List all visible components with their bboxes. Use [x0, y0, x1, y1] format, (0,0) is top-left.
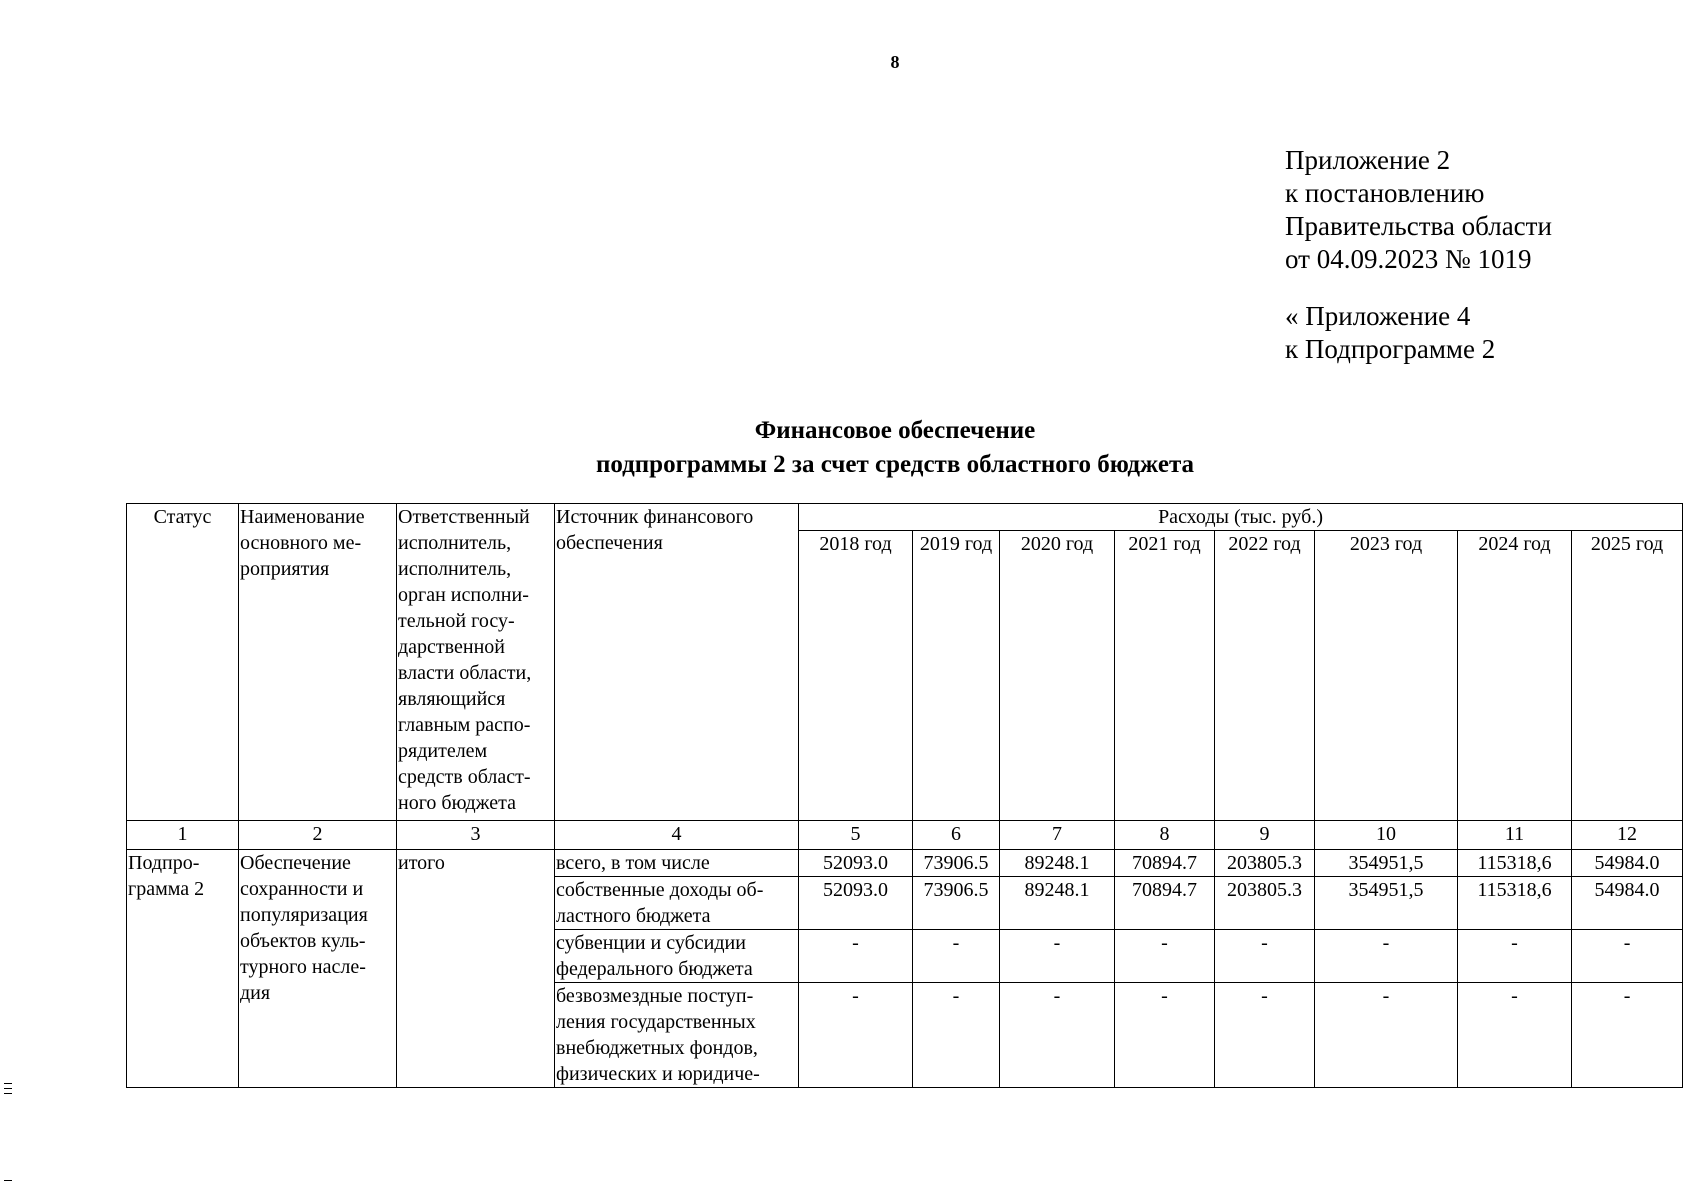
- header-year: 2019 год: [913, 531, 1000, 821]
- column-number: 10: [1315, 821, 1458, 850]
- value-cell: 54984.0: [1572, 850, 1683, 877]
- value-cell: 52093.0: [799, 877, 913, 930]
- column-number: 1: [127, 821, 239, 850]
- value-cell: -: [1458, 983, 1572, 1088]
- column-number: 6: [913, 821, 1000, 850]
- document-title-line2: подпрограммы 2 за счет средств областного бюджета: [595, 451, 1195, 478]
- value-cell: 54984.0: [1572, 877, 1683, 930]
- value-cell: 70894.7: [1115, 850, 1215, 877]
- responsible-cell: итого: [397, 850, 555, 1088]
- activity-name-cell: Обеспечение сохранности и популяризация объектов куль-турного насле-дия: [239, 850, 397, 1088]
- margin-mark: [4, 1088, 12, 1089]
- column-number: 9: [1215, 821, 1315, 850]
- source-cell: субвенции и субсидии федерального бюджета: [555, 930, 799, 983]
- value-cell: -: [1572, 930, 1683, 983]
- column-number: 8: [1115, 821, 1215, 850]
- value-cell: -: [1215, 930, 1315, 983]
- column-number: 12: [1572, 821, 1683, 850]
- appendix-line: Правительства области: [1285, 211, 1552, 241]
- table-row: [127, 850, 1683, 877]
- appendix-line: « Приложение 4: [1285, 301, 1471, 331]
- source-cell: всего, в том числе: [555, 850, 799, 877]
- value-cell: -: [1458, 930, 1572, 983]
- column-number: 5: [799, 821, 913, 850]
- source-cell: собственные доходы об-ластного бюджета: [555, 877, 799, 930]
- value-cell: 73906.5: [913, 850, 1000, 877]
- value-cell: 73906.5: [913, 877, 1000, 930]
- appendix-line: от 04.09.2023 № 1019: [1285, 244, 1532, 274]
- document-title: [0, 414, 1697, 482]
- margin-mark: [4, 1083, 12, 1084]
- value-cell: 89248.1: [1000, 850, 1115, 877]
- appendix-block: [1285, 144, 1552, 366]
- header-year: 2023 год: [1315, 531, 1458, 821]
- value-cell: 115318,6: [1458, 850, 1572, 877]
- value-cell: -: [799, 930, 913, 983]
- document-title-line1: Финансовое обеспечение: [754, 417, 1036, 444]
- value-cell: 115318,6: [1458, 877, 1572, 930]
- column-number: 4: [555, 821, 799, 850]
- value-cell: -: [1215, 983, 1315, 1088]
- value-cell: -: [1115, 930, 1215, 983]
- financing-table: [126, 503, 1683, 1088]
- appendix-line: к постановлению: [1285, 178, 1485, 208]
- status-cell: Подпро-грамма 2: [127, 850, 239, 1088]
- margin-mark: [4, 1093, 12, 1094]
- header-year: 2020 год: [1000, 531, 1115, 821]
- header-year: 2018 год: [799, 531, 913, 821]
- value-cell: -: [1115, 983, 1215, 1088]
- header-name: Наименование основного ме-роприятия: [239, 504, 397, 821]
- value-cell: -: [913, 983, 1000, 1088]
- header-status: Статус: [127, 504, 239, 821]
- value-cell: 52093.0: [799, 850, 913, 877]
- margin-mark: [4, 1180, 12, 1181]
- column-number: 7: [1000, 821, 1115, 850]
- value-cell: -: [1315, 930, 1458, 983]
- value-cell: 89248.1: [1000, 877, 1115, 930]
- header-year: 2021 год: [1115, 531, 1215, 821]
- value-cell: -: [1572, 983, 1683, 1088]
- appendix-line: к Подпрограмме 2: [1285, 334, 1496, 364]
- header-source: Источник финансового обеспечения: [555, 504, 799, 821]
- value-cell: -: [1000, 930, 1115, 983]
- source-cell: безвозмездные поступ-ления государственных внебюджетных фондов, физических и юридиче-: [555, 983, 799, 1088]
- value-cell: 203805.3: [1215, 850, 1315, 877]
- header-expenses: Расходы (тыс. руб.): [799, 504, 1683, 531]
- value-cell: -: [913, 930, 1000, 983]
- value-cell: -: [799, 983, 913, 1088]
- header-year: 2025 год: [1572, 531, 1683, 821]
- column-number: 11: [1458, 821, 1572, 850]
- column-number: 3: [397, 821, 555, 850]
- value-cell: 70894.7: [1115, 877, 1215, 930]
- header-year: 2022 год: [1215, 531, 1315, 821]
- page-number: 8: [890, 52, 900, 72]
- value-cell: 203805.3: [1215, 877, 1315, 930]
- column-number: 2: [239, 821, 397, 850]
- header-year: 2024 год: [1458, 531, 1572, 821]
- appendix-line: Приложение 2: [1285, 145, 1451, 175]
- value-cell: -: [1000, 983, 1115, 1088]
- header-responsible: Ответственный исполнитель, исполнитель, орган исполни-тельной госу-дарственной власти области, являющийся главным распо-рядителем средств област-ного бюджета: [397, 504, 555, 821]
- value-cell: 354951,5: [1315, 877, 1458, 930]
- value-cell: -: [1315, 983, 1458, 1088]
- value-cell: 354951,5: [1315, 850, 1458, 877]
